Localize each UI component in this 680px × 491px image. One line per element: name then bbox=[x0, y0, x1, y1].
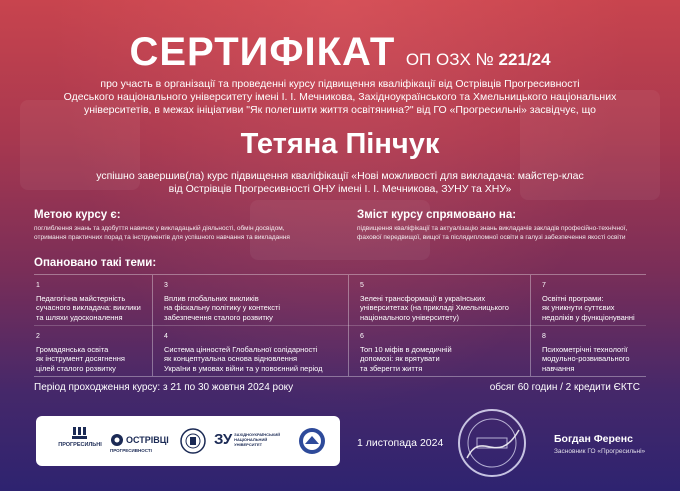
topic-item: 2 Громадянська освіта як інструмент досягнення цілей сталого розвитку bbox=[36, 333, 125, 373]
grid-divider bbox=[34, 325, 646, 326]
recipient-name: Тетяна Пінчук bbox=[240, 128, 440, 160]
issue-date: 1 листопада 2024 bbox=[357, 437, 444, 449]
signer-role: Засновник ГО «Прогресильні» bbox=[554, 448, 646, 455]
intro-text: про участь в організації та проведенні курсу підвищення кваліфікації від Острівців Прогресивності Одеського національного університету імені І. І. Мечникова, Західноукраїнського та Хмельницького національних університетів, в межах ініціативи "Як полегшити життя освітянина?" від ГО «Прогресильні» засвідчує, що bbox=[63, 78, 617, 116]
topic-item: 4 Система цінностей Глобальної солідарності як концептуальна основа відновлення України в умовах війни та у повоєнний період bbox=[164, 333, 323, 373]
stamp-icon bbox=[457, 408, 527, 478]
topics-grid bbox=[34, 274, 646, 377]
content-title: Зміст курсу спрямовано на: bbox=[357, 209, 517, 221]
progresylni-icon bbox=[71, 426, 89, 440]
topic-item: 1 Педагогічна майстерність сучасного викладача: виклики та шляхи удосконалення bbox=[36, 282, 141, 322]
title-row bbox=[0, 30, 680, 75]
topic-item: 7 Освітні програми: як уникнути суттєвих недоліків у функціонуванні bbox=[542, 282, 635, 322]
signer-name: Богдан Ференс bbox=[554, 433, 633, 445]
course-hours: обсяг 60 годин / 2 кредити ЄКТС bbox=[489, 382, 640, 393]
goal-title: Метою курсу є: bbox=[34, 209, 121, 221]
zunu-logo: ЗУ ЗАХІДНОУКРАЇНСЬКИЙ НАЦІОНАЛЬНИЙ УНІВЕРСИТЕТ bbox=[214, 431, 281, 448]
certificate-number: ОП ОЗХ № 221/24 bbox=[405, 50, 551, 69]
content-text: підвищення кваліфікації та актуалізацію знань викладачів закладів професійно-технічної, фахової передвищої, вищої та післядипломної освіти в галузі забезпечення якості освіти bbox=[357, 225, 628, 241]
course-period: Період проходження курсу: з 21 по 30 жовтня 2024 року bbox=[34, 382, 294, 393]
certificate-title: СЕРТИФІКАТ bbox=[129, 30, 396, 74]
khnu-emblem-icon bbox=[298, 427, 326, 457]
topic-item: 6 Топ 10 міфів в домедичній допомозі: як врятувати та зберегти життя bbox=[360, 333, 452, 373]
topic-item: 3 Вплив глобальних викликів на фіскальну політику у контексті забезпечення сталого розвитку bbox=[164, 282, 281, 322]
progresylni-logo: ПРОГРЕСИЛЬНІ bbox=[50, 426, 110, 448]
ostrivtsi-icon bbox=[110, 433, 124, 447]
partner-logos bbox=[36, 416, 340, 466]
university-seal-icon bbox=[180, 428, 206, 456]
topic-item: 5 Зелені трансформації в українських університетах (на прикладі Хмельницького національного університету) bbox=[360, 282, 509, 322]
course-completed-text: успішно завершив(ла) курс підвищення кваліфікації «Нові можливості для викладача: майстер-клас від Острівців Прогресивності ОНУ імені І. І. Мечникова, ЗУНУ та ХНУ» bbox=[96, 170, 584, 195]
topic-item: 8 Психометрічні технології модульно-розвивального навчання bbox=[542, 333, 630, 373]
topics-title: Опановано такі теми: bbox=[34, 257, 157, 269]
goal-text: поглиблення знань та здобуття навичок у викладацькій діяльності, обмін досвідом, отримання практичних порад та інструментів для успішного навчання та викладання bbox=[34, 225, 290, 241]
ostrivtsi-logo: ОСТРІВЦІ ПРОГРЕСИВНОСТІ bbox=[110, 435, 169, 453]
